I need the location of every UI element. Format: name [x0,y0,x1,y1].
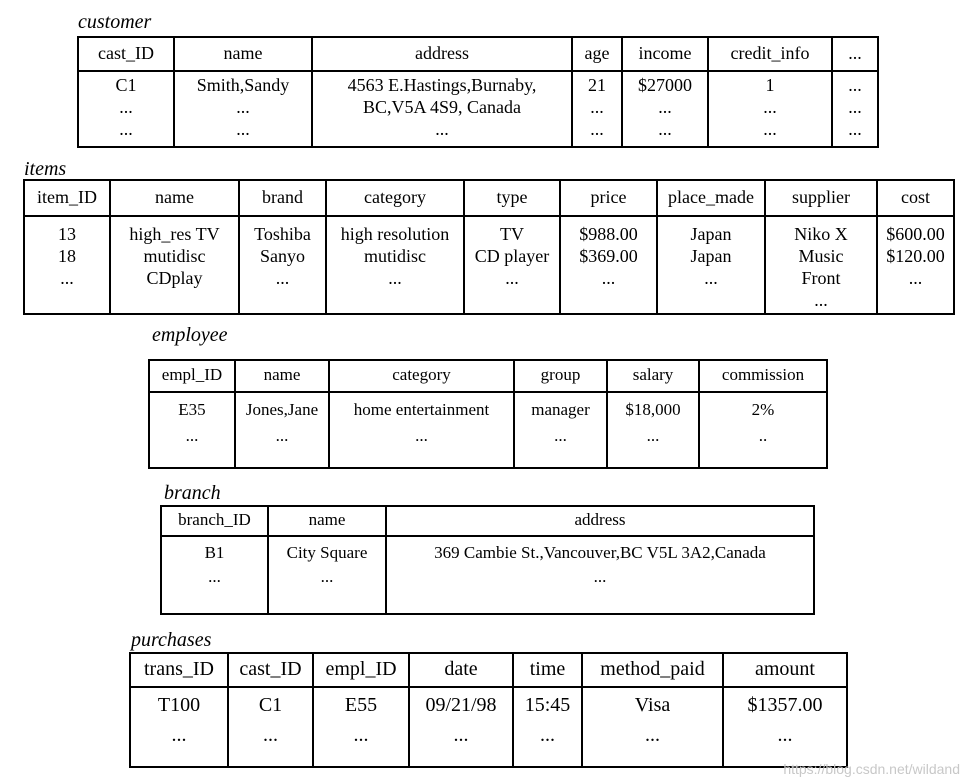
items-header-cell: type [464,180,560,216]
customer-header-cell: name [174,37,312,71]
branch-table [160,505,815,615]
employee-cell-line: home entertainment [353,400,490,419]
customer-cell-line: C1 [115,75,137,95]
customer-cell-line: ... [236,119,250,139]
employee-cell-line: ... [415,426,428,445]
items-header-cell: name [110,180,239,216]
items-cell-line: Japan [690,246,732,266]
items-data-row [24,216,954,314]
employee-caption: employee [152,324,228,346]
customer-header-cell: cast_ID [78,37,174,71]
items-data-cell [765,216,877,314]
purchases-table [129,652,848,768]
purchases-header-cell: method_paid [582,653,723,687]
items-table [23,179,955,315]
items-data-cell [326,216,464,314]
employee-cell-line: manager [531,400,590,419]
customer-data-cell [572,71,622,147]
items-data-cell [239,216,326,314]
purchases-cell-line: $1357.00 [747,694,823,716]
items-cell-line: ... [60,268,74,288]
items-cell-line: TV [500,224,524,244]
customer-data-row [78,71,878,147]
items-header-row [24,180,954,216]
items-data-cell [657,216,765,314]
customer-cell-line: Smith,Sandy [196,75,290,95]
customer-cell-line: ... [763,97,777,117]
purchases-cell-line: ... [645,724,660,746]
customer-cell-line: ... [119,97,133,117]
purchases-cell-line: ... [777,724,793,746]
customer-data-cell [78,71,174,147]
items-data-cell [110,216,239,314]
branch-data-cell [268,536,386,614]
items-cell-line: $120.00 [886,246,945,266]
customer-cell-line: BC,V5A 4S9, Canada [362,97,521,117]
items-cell-line: Japan [690,224,732,244]
items-header-cell: place_made [657,180,765,216]
branch-caption: branch [164,482,221,504]
customer-header-cell: address [312,37,572,71]
branch-cell-line: B1 [204,543,225,562]
customer-data-cell [622,71,708,147]
items-cell-line: ... [908,268,923,288]
purchases-data-row [130,687,847,767]
purchases-data-cell [513,687,582,767]
employee-data-cell [607,392,699,468]
customer-cell-line: $27000 [638,75,692,95]
customer-cell-line: ... [848,97,862,117]
items-header-cell: brand [239,180,326,216]
customer-cell-line: ... [590,119,604,139]
purchases-header-cell: empl_ID [313,653,409,687]
customer-cell-line: ... [435,119,449,139]
items-header-cell: supplier [765,180,877,216]
customer-table [77,36,879,148]
employee-cell-line: ... [646,426,660,445]
employee-header-cell: category [329,360,514,392]
purchases-header-cell: date [409,653,513,687]
employee-cell-line: ... [185,426,199,445]
purchases-cell-line: ... [171,724,187,746]
purchases-header-cell: trans_ID [130,653,228,687]
employee-cell-line: ... [275,426,289,445]
items-header-cell: cost [877,180,954,216]
items-cell-line: CD player [474,246,550,266]
customer-header-row [78,37,878,71]
customer-data-cell [832,71,878,147]
items-cell-line: high resolution [340,224,450,244]
items-cell-line: high_res TV [129,224,220,244]
branch-cell-line: ... [593,567,607,586]
customer-header-cell: income [622,37,708,71]
employee-header-cell: group [514,360,607,392]
items-header-cell: item_ID [24,180,110,216]
employee-cell-line: E35 [178,400,206,419]
purchases-cell-line: E55 [344,694,378,716]
purchases-header-row [130,653,847,687]
watermark: https://blog.csdn.net/wildand [783,761,960,777]
customer-cell-line: 1 [765,75,775,95]
employee-data-cell [235,392,329,468]
items-cell-line: ... [704,268,718,288]
items-cell-line: $600.00 [886,224,945,244]
customer-cell-line: 4563 E.Hastings,Burnaby, [347,75,537,95]
customer-cell-line: ... [236,97,250,117]
purchases-cell-line: ... [453,724,469,746]
purchases-data-cell [228,687,313,767]
customer-cell-line: ... [658,97,672,117]
branch-data-cell [386,536,814,614]
employee-header-cell: salary [607,360,699,392]
customer-header-cell: age [572,37,622,71]
employee-header-cell: commission [699,360,827,392]
purchases-cell-line: 15:45 [524,694,571,716]
customer-cell-line: ... [763,119,777,139]
customer-cell-line: ... [119,119,133,139]
employee-data-row [149,392,827,468]
employee-cell-line: .. [758,426,768,445]
items-cell-line: ... [505,268,519,288]
customer-cell-line: ... [658,119,672,139]
branch-cell-line: 369 Cambie St.,Vancouver,BC V5L 3A2,Canada [434,543,766,562]
branch-data-cell [161,536,268,614]
purchases-cell-line: C1 [258,694,283,716]
items-cell-line: mutidisc [143,246,206,266]
items-cell-line: 13 [58,224,76,244]
items-cell-line: Toshiba [254,224,311,244]
purchases-cell-line: T100 [157,694,201,716]
items-cell-line: ... [814,290,828,310]
customer-header-cell: ... [832,37,878,71]
items-cell-line: ... [388,268,402,288]
items-data-cell [464,216,560,314]
items-data-cell [877,216,954,314]
employee-header-cell: empl_ID [149,360,235,392]
items-cell-line: ... [601,268,616,288]
branch-header-cell: name [268,506,386,536]
purchases-header-cell: amount [723,653,847,687]
employee-header-row [149,360,827,392]
items-cell-line: Niko X [794,224,848,244]
employee-cell-line: $18,000 [625,400,681,419]
purchases-data-cell [130,687,228,767]
employee-cell-line: Jones,Jane [245,400,319,419]
items-cell-line: $369.00 [579,246,638,266]
employee-cell-line: 2% [751,400,775,419]
items-header-cell: category [326,180,464,216]
branch-header-cell: branch_ID [161,506,268,536]
customer-cell-line: ... [590,97,604,117]
purchases-cell-line: ... [353,724,369,746]
purchases-header-cell: time [513,653,582,687]
customer-data-cell [174,71,312,147]
items-cell-line: Music [798,246,844,266]
branch-cell-line: ... [320,567,334,586]
customer-data-cell [312,71,572,147]
branch-cell-line: ... [208,567,221,586]
branch-header-row [161,506,814,536]
items-cell-line: Front [801,268,841,288]
employee-data-cell [329,392,514,468]
purchases-cell-line: Visa [634,694,671,716]
items-cell-line: $988.00 [579,224,638,244]
employee-data-cell [514,392,607,468]
items-cell-line: ... [275,268,290,288]
purchases-header-cell: cast_ID [228,653,313,687]
items-caption: items [24,158,67,180]
customer-cell-line: ... [848,119,862,139]
employee-data-cell [149,392,235,468]
items-data-cell [24,216,110,314]
customer-cell-line: ... [848,75,862,95]
items-cell-line: 18 [58,246,76,266]
customer-data-cell [708,71,832,147]
employee-table [148,359,828,469]
items-header-cell: price [560,180,657,216]
employee-cell-line: ... [554,426,567,445]
purchases-cell-line: ... [540,724,555,746]
purchases-cell-line: 09/21/98 [425,694,497,716]
customer-cell-line: 21 [588,75,606,95]
employee-data-cell [699,392,827,468]
customer-caption: customer [78,11,152,33]
branch-header-cell: address [386,506,814,536]
purchases-data-cell [313,687,409,767]
items-cell-line: Sanyo [260,246,305,266]
branch-data-row [161,536,814,614]
purchases-caption: purchases [131,629,212,651]
purchases-cell-line: ... [263,724,278,746]
items-data-cell [560,216,657,314]
purchases-data-cell [582,687,723,767]
items-cell-line: mutidisc [364,246,426,266]
purchases-data-cell [723,687,847,767]
employee-header-cell: name [235,360,329,392]
purchases-data-cell [409,687,513,767]
customer-header-cell: credit_info [708,37,832,71]
items-cell-line: CDplay [146,268,203,288]
branch-cell-line: City Square [286,543,368,562]
